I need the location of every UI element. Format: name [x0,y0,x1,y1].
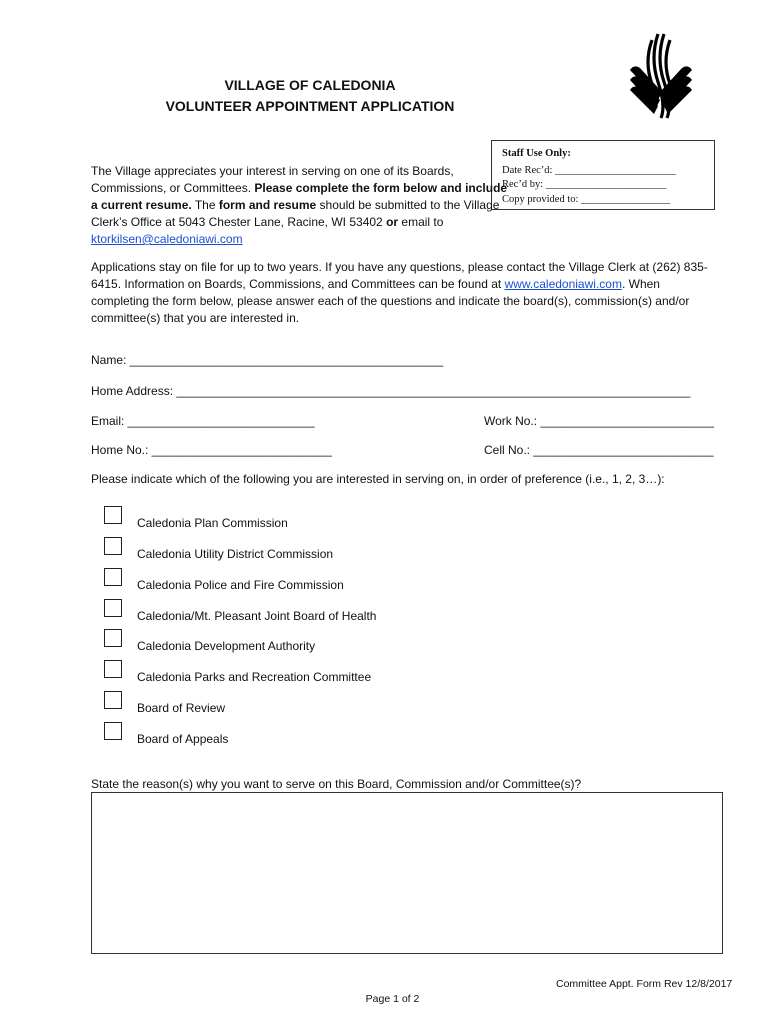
intro-text-4: email to [398,215,444,229]
intro-text-3: should be submitted to the Village Clerk’s Office at 5043 Chester Lane, Racine, WI 53402 [91,198,500,229]
village-logo-icon [628,30,694,120]
intro-bold-3: or [386,215,399,229]
copy-provided-line: Copy provided to: _________________ [502,193,671,205]
staff-use-heading: Staff Use Only: [502,148,571,159]
option-label: Caledonia/Mt. Pleasant Joint Board of Health [137,609,377,623]
staff-use-box [491,140,715,210]
checkbox-board-of-appeals[interactable] [104,722,122,740]
option-label: Board of Review [137,701,226,715]
work-number-field[interactable]: Work No.: __________________________ [484,414,714,428]
option-label: Board of Appeals [137,732,229,746]
preference-prompt: Please indicate which of the following you are interested in serving on, in order of preference (i.e., 1, 2, 3…): [91,472,665,486]
website-link[interactable]: www.caledoniawi.com [504,277,622,291]
option-label: Caledonia Police and Fire Commission [137,578,344,592]
reason-textarea[interactable] [91,792,723,954]
document-title: VILLAGE OF CALEDONIA [224,77,396,93]
intro-bold-1: Please complete the form below and include a current resume. [91,181,508,212]
cell-number-field[interactable]: Cell No.: ___________________________ [484,443,714,457]
info-text-2: . When completing the form below, please answer each of the questions and indicate the board(s), commission(s) and/or committee(s) that you are interested in. [91,277,690,325]
received-by-line: Rec’d by: _______________________ [502,179,667,190]
checkbox-board-of-review[interactable] [104,691,122,709]
intro-text-1: The Village appreciates your interest in serving on one of its Boards, Commissions, or Committees. [91,164,454,195]
form-revision: Committee Appt. Form Rev 12/8/2017 [556,978,733,990]
checkbox-police-fire[interactable] [104,568,122,586]
checkbox-board-of-health[interactable] [104,599,122,617]
info-text-1: Applications stay on file for up to two years. If you have any questions, please contact the Village Clerk at (262) 835-6415. Information on Boards, Commissions, and Committees can be found at [91,260,708,291]
clerk-email-link[interactable]: ktorkilsen@caledoniawi.com [91,232,243,246]
intro-text-2: The [191,198,219,212]
checkbox-parks-recreation[interactable] [104,660,122,678]
option-label: Caledonia Parks and Recreation Committee [137,670,372,684]
checkbox-development-authority[interactable] [104,629,122,647]
intro-bold-2: form and resume [218,198,317,212]
home-address-field[interactable]: Home Address: _____________________________________________________________________________ [91,384,691,398]
email-field[interactable]: Email: ____________________________ [91,414,315,428]
checkbox-utility-district[interactable] [104,537,122,555]
option-label: Caledonia Plan Commission [137,516,288,530]
info-paragraph [91,259,711,327]
page-number: Page 1 of 2 [365,993,420,1005]
intro-paragraph [91,163,511,248]
home-number-field[interactable]: Home No.: ___________________________ [91,443,332,457]
document-subtitle: VOLUNTEER APPOINTMENT APPLICATION [165,98,455,114]
name-field[interactable]: Name: _______________________________________________ [91,353,444,367]
reason-prompt: State the reason(s) why you want to serve on this Board, Commission and/or Committee(s)? [91,777,582,791]
option-label: Caledonia Development Authority [137,639,316,653]
checkbox-plan-commission[interactable] [104,506,122,524]
option-label: Caledonia Utility District Commission [137,547,334,561]
date-received-line: Date Rec’d: _______________________ [502,164,676,176]
